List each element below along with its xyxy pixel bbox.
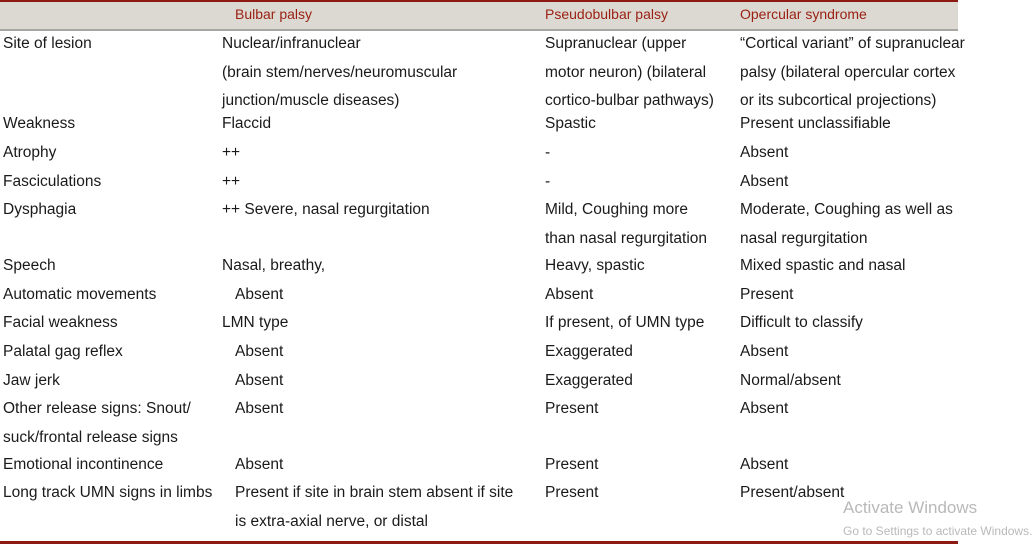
bulbar-cell: Present if site in brain stem absent if site xyxy=(235,484,514,501)
bulbar-cell: Absent xyxy=(235,286,284,303)
bulbar-cell: Flaccid xyxy=(222,115,272,132)
bulbar-cell: is extra-axial nerve, or distal xyxy=(235,512,428,530)
pseudobulbar-cell: Present xyxy=(545,400,599,417)
opercular-cell: palsy (bilateral opercular cortex xyxy=(740,63,956,81)
bulbar-cell: Absent xyxy=(235,372,284,389)
pseudobulbar-cell: Spastic xyxy=(545,115,596,132)
bottom-rule xyxy=(0,541,958,544)
pseudobulbar-cell: cortico-bulbar pathways) xyxy=(545,92,714,109)
bulbar-cell: Nuclear/infranuclear xyxy=(222,35,361,52)
opercular-cell: “Cortical variant” of supranuclear xyxy=(740,35,965,52)
opercular-cell: Absent xyxy=(740,343,789,360)
header-bulbar-palsy: Bulbar palsy xyxy=(235,6,313,22)
opercular-cell: Present/absent xyxy=(740,484,845,501)
feature-cell: Speech xyxy=(3,257,56,274)
pseudobulbar-cell: - xyxy=(545,144,551,161)
bulbar-cell: Absent xyxy=(235,400,284,417)
feature-cell: Jaw jerk xyxy=(3,372,60,389)
opercular-cell: Absent xyxy=(740,144,789,161)
bulbar-cell: ++ xyxy=(222,173,241,190)
feature-cell: Atrophy xyxy=(3,144,57,161)
opercular-cell: Moderate, Coughing as well as xyxy=(740,201,953,218)
opercular-cell: Absent xyxy=(740,400,789,417)
bulbar-cell: Nasal, breathy, xyxy=(222,257,326,274)
header-pseudobulbar-palsy: Pseudobulbar palsy xyxy=(545,6,668,22)
feature-cell: Emotional incontinence xyxy=(3,456,164,473)
pseudobulbar-cell: Supranuclear (upper xyxy=(545,35,687,52)
feature-cell: Fasciculations xyxy=(3,173,102,190)
pseudobulbar-cell: Present xyxy=(545,456,599,473)
bulbar-cell: Absent xyxy=(235,456,284,473)
pseudobulbar-cell: - xyxy=(545,173,551,190)
feature-cell: Other release signs: Snout/ xyxy=(3,400,191,417)
pseudobulbar-cell: Heavy, spastic xyxy=(545,257,645,274)
feature-cell: Weakness xyxy=(3,115,76,132)
pseudobulbar-cell: Mild, Coughing more xyxy=(545,201,689,218)
feature-cell: Palatal gag reflex xyxy=(3,343,123,360)
bulbar-cell: ++ Severe, nasal regurgitation xyxy=(222,201,430,218)
bulbar-cell: junction/muscle diseases) xyxy=(222,92,400,109)
pseudobulbar-cell: Present xyxy=(545,484,599,501)
opercular-cell: Normal/absent xyxy=(740,372,841,389)
opercular-cell: Absent xyxy=(740,456,789,473)
feature-cell: Automatic movements xyxy=(3,286,157,303)
pseudobulbar-cell: motor neuron) (bilateral xyxy=(545,63,707,81)
pseudobulbar-cell: than nasal regurgitation xyxy=(545,229,708,247)
feature-cell: Long track UMN signs in limbs xyxy=(3,484,213,501)
activate-windows-watermark: Activate Windows xyxy=(843,498,978,517)
bulbar-cell: (brain stem/nerves/neuromuscular xyxy=(222,63,458,81)
bulbar-cell: LMN type xyxy=(222,314,289,331)
bulbar-cell: Absent xyxy=(235,343,284,360)
opercular-cell: Mixed spastic and nasal xyxy=(740,257,906,274)
pseudobulbar-cell: If present, of UMN type xyxy=(545,314,705,331)
feature-cell: suck/frontal release signs xyxy=(3,428,178,446)
top-rule xyxy=(0,0,958,2)
opercular-cell: nasal regurgitation xyxy=(740,229,868,247)
pseudobulbar-cell: Exaggerated xyxy=(545,372,633,389)
feature-cell: Facial weakness xyxy=(3,314,118,331)
pseudobulbar-cell: Absent xyxy=(545,286,594,303)
opercular-cell: Present xyxy=(740,286,794,303)
opercular-cell: or its subcortical projections) xyxy=(740,92,937,109)
pseudobulbar-cell: Exaggerated xyxy=(545,343,633,360)
opercular-cell: Present unclassifiable xyxy=(740,115,891,132)
opercular-cell: Difficult to classify xyxy=(740,314,863,331)
header-opercular-syndrome: Opercular syndrome xyxy=(740,6,867,22)
feature-cell: Dysphagia xyxy=(3,201,77,218)
activate-windows-subtitle: Go to Settings to activate Windows. xyxy=(843,524,1032,538)
opercular-cell: Absent xyxy=(740,173,789,190)
feature-cell: Site of lesion xyxy=(3,35,92,52)
bulbar-cell: ++ xyxy=(222,144,241,161)
